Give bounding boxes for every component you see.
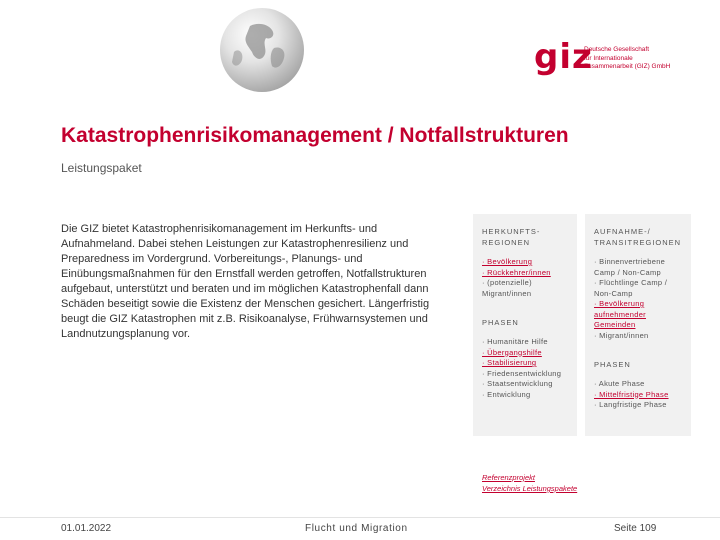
list-item: · Entwicklung (482, 389, 531, 399)
phases-list (594, 379, 683, 411)
phases-heading: PHASEN (594, 360, 631, 369)
phases-heading: PHASEN (482, 318, 519, 327)
logo-text: Deutsche Gesellschaft für Internationale Zusammenarbeit (GIZ) GmbH (584, 46, 671, 70)
list-item: · Akute Phase (594, 379, 645, 388)
globe-image (220, 8, 304, 92)
list-item: · Migrant/innen (594, 330, 649, 340)
list-item-link[interactable]: · Bevölkerung (482, 257, 533, 266)
panel-list (482, 257, 569, 299)
panel-heading: HERKUNFTS-REGIONEN (482, 227, 541, 247)
list-item: · Staatsentwicklung (482, 379, 553, 388)
footer-topic: Flucht und Migration (305, 523, 408, 534)
page-title: Katastrophenrisikomanagement / Notfallstrukturen (61, 124, 569, 147)
logo-mark: giz (534, 37, 593, 77)
panel-list (594, 257, 683, 341)
footer-divider (0, 517, 720, 518)
service-list-link[interactable]: Verzeichnis Leistungspakete (482, 484, 578, 493)
panel-heading: AUFNAHME-/ TRANSITREGIONEN (594, 227, 682, 247)
page-subtitle: Leistungspaket (61, 161, 142, 175)
panel-divider (577, 214, 585, 436)
list-item: · Binnenvertriebene Camp / Non-Camp (594, 257, 666, 277)
phases-list (482, 337, 569, 400)
body-paragraph: Die GIZ bietet Katastrophenrisikomanagement im Herkunfts- und Aufnahmeland. Dabei stehen Leistungen zur Katastrophenresilienz und Preparedness im Vordergrund. Vorbereitungs-, Planungs- und Einübungsmaßnahmen für den Ernstfall werden getroffen, Notfallstrukturen aufgebaut, unterstützt und beraten und im möglichen Katastrophenfall dann Schäden beseitigt sowie die Existenz der Menschen gesichert. Längerfristig beugt die GIZ Katastrophen mit z.B. Risikoanalyse, Frühwarnsystemen und Landnutzungsplanung vor. (61, 223, 430, 340)
list-item-link[interactable]: · Übergangshilfe (482, 347, 542, 357)
list-item-link[interactable]: · Bevölkerung aufnehmender Gemeinden (594, 299, 646, 329)
footer-date: 01.01.2022 (61, 523, 112, 534)
list-item: · Flüchtlinge Camp / Non-Camp (594, 278, 668, 298)
panel-origin-regions (473, 214, 577, 436)
list-item-link[interactable]: · Mittelfristige Phase (594, 389, 669, 399)
list-item: · Friedensentwicklung (482, 368, 562, 378)
reference-project-link[interactable]: Referenzprojekt (482, 473, 535, 482)
list-item: · Langfristige Phase (594, 400, 667, 409)
list-item-link[interactable]: · Rückkehrer/innen (482, 267, 551, 277)
list-item: · (potenzielle) Migrant/innen (482, 278, 532, 298)
list-item-link[interactable]: · Stabilisierung (482, 358, 537, 367)
list-item: · Humanitäre Hilfe (482, 337, 548, 346)
reference-links (482, 472, 577, 494)
footer-page-number: Seite 109 (614, 523, 657, 534)
panel-transit-regions (585, 214, 691, 436)
